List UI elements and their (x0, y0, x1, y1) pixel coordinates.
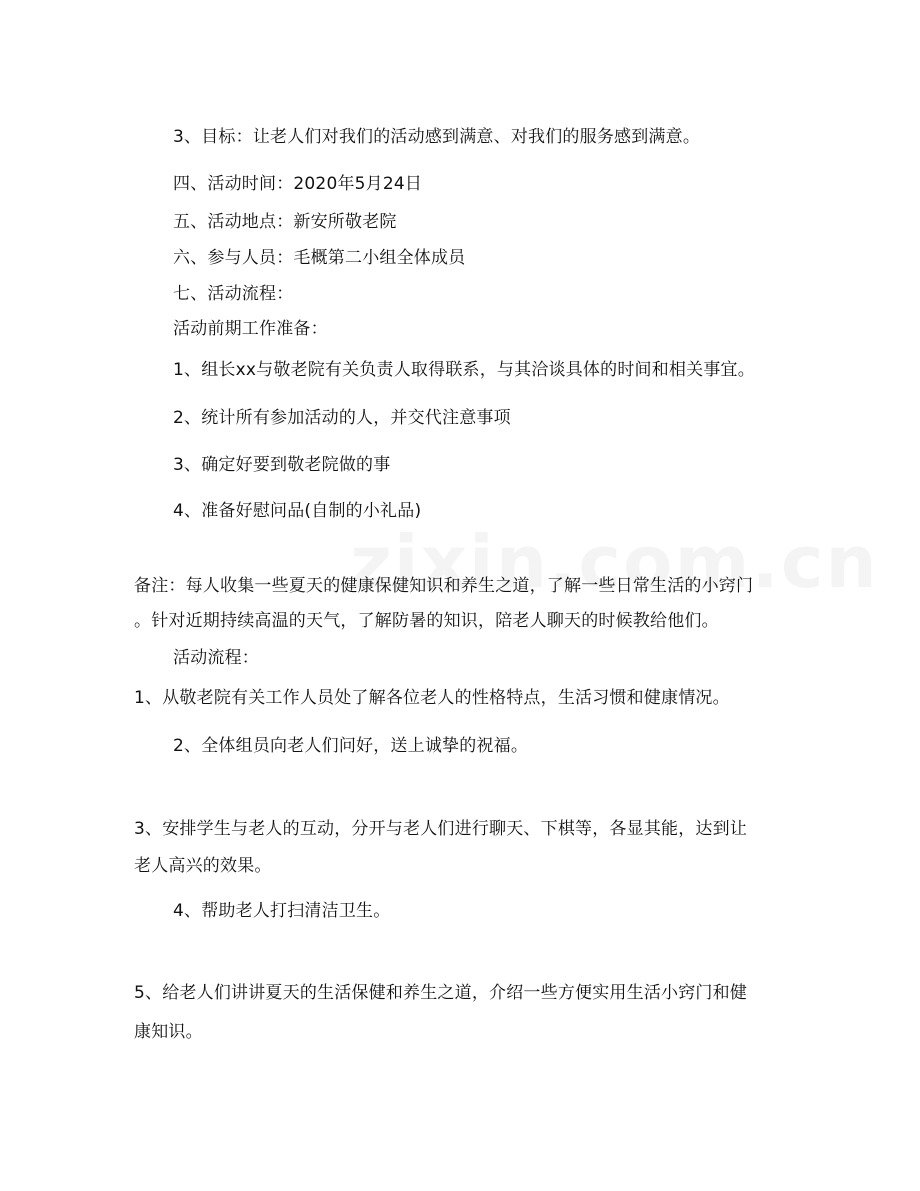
prep-item-4: 4、准备好慰问品(自制的小礼品) (173, 501, 422, 521)
process-subheading: 活动流程： (173, 648, 259, 668)
step-5-line-2: 康知识。 (134, 1022, 203, 1042)
participants-line: 六、参与人员：毛概第二小组全体成员 (173, 248, 466, 268)
prep-item-2: 2、统计所有参加活动的人，并交代注意事项 (173, 408, 511, 428)
prep-item-3: 3、确定好要到敬老院做的事 (173, 455, 391, 475)
preparation-heading: 活动前期工作准备： (173, 319, 328, 339)
note-line-2: 。针对近期持续高温的天气，了解防暑的知识，陪老人聊天的时候教给他们。 (134, 611, 719, 631)
activity-time-line: 四、活动时间：2020年5月24日 (173, 174, 423, 194)
step-3-line-1: 3、安排学生与老人的互动，分开与老人们进行聊天、下棋等，各显其能，达到让 (134, 819, 748, 839)
process-heading: 七、活动流程： (173, 284, 294, 304)
goal-line: 3、目标：让老人们对我们的活动感到满意、对我们的服务感到满意。 (173, 127, 701, 147)
step-2: 2、全体组员向老人们问好，送上诚挚的祝福。 (173, 736, 529, 756)
step-1: 1、从敬老院有关工作人员处了解各位老人的性格特点，生活习惯和健康情况。 (134, 688, 730, 708)
note-line-1: 备注：每人收集一些夏天的健康保健知识和养生之道，了解一些日常生活的小窍门 (134, 576, 754, 596)
prep-item-1: 1、组长xx与敬老院有关负责人取得联系，与其洽谈具体的时间和相关事宜。 (173, 360, 755, 380)
activity-location-line: 五、活动地点：新安所敬老院 (173, 212, 397, 232)
step-4: 4、帮助老人打扫清洁卫生。 (173, 901, 391, 921)
step-5-line-1: 5、给老人们讲讲夏天的生活保健和养生之道，介绍一些方便实用生活小窍门和健 (134, 983, 748, 1003)
step-3-line-2: 老人高兴的效果。 (134, 856, 272, 876)
